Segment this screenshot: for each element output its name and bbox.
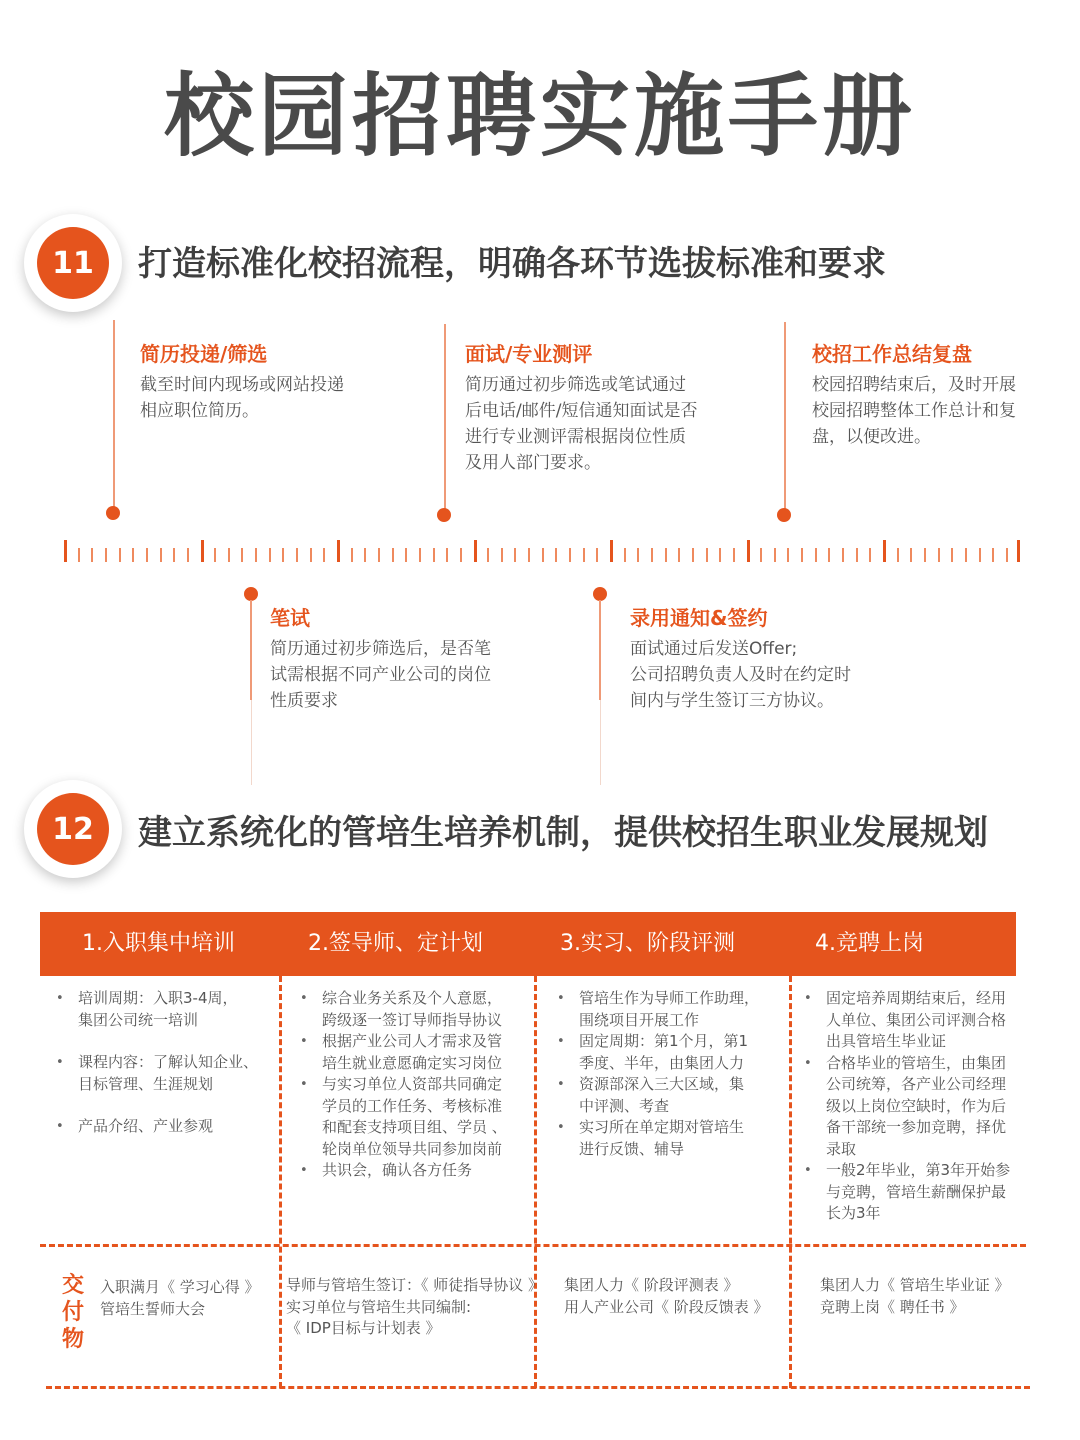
ruler-minor-tick <box>487 548 489 562</box>
ruler-minor-tick <box>951 548 953 562</box>
section-11-number: 11 <box>37 227 109 299</box>
ruler-minor-tick <box>460 548 462 562</box>
ruler-minor-tick <box>583 548 585 562</box>
deliverable-line: 入职满月《 学习心得 》 <box>100 1278 260 1296</box>
item-line: 级以上岗位空缺时，作为后 <box>826 1096 1007 1115</box>
label-char: 交 <box>61 1273 84 1298</box>
deliverable-line: 《 IDP目标与计划表 》 <box>286 1319 441 1337</box>
item-line: 培生就业意愿确定实习岗位 <box>322 1053 503 1072</box>
ruler-minor-tick <box>419 548 421 562</box>
stage-line: 面试通过后发送Offer; <box>630 639 798 659</box>
item-line: 季度、半年，由集团人力 <box>579 1053 745 1072</box>
item-line: 目标管理、生涯规划 <box>78 1074 214 1093</box>
stage-line: 性质要求 <box>270 691 338 711</box>
column-promotion <box>804 988 1034 1225</box>
column-divider <box>789 976 792 1388</box>
stage-review <box>812 340 1052 450</box>
section-12-badge <box>24 780 122 878</box>
ruler-major-tick <box>337 540 340 562</box>
ruler-minor-tick <box>733 548 735 562</box>
stage-title: 校招工作总结复盘 <box>812 342 972 366</box>
deliverable-line: 用人产业公司《 阶段反馈表 》 <box>564 1297 769 1316</box>
ruler-minor-tick <box>897 548 899 562</box>
ruler-minor-tick <box>801 548 803 562</box>
timeline-dot-4 <box>593 587 607 601</box>
ruler-minor-tick <box>160 548 162 562</box>
timeline-dot-5 <box>777 508 791 522</box>
ruler-minor-tick <box>787 548 789 562</box>
stage-line: 公司招聘负责人及时在约定时 <box>630 665 851 685</box>
item-line: • 培训周期：入职3-4周， <box>78 989 238 1007</box>
ruler-minor-tick <box>1006 548 1008 562</box>
ruler-minor-tick <box>706 548 708 562</box>
ruler-minor-tick <box>105 548 107 562</box>
column-internship <box>557 988 785 1160</box>
ruler-minor-tick <box>269 548 271 562</box>
column-header: 1.入职集中培训 <box>82 931 235 956</box>
timeline-connector-5 <box>784 322 786 514</box>
deliverable-line: 竞聘上岗《 聘任书 》 <box>820 1297 965 1316</box>
item-line: 出具管培生毕业证 <box>826 1032 947 1050</box>
stage-line: 相应职位简历。 <box>140 401 259 421</box>
deliverables-col-1 <box>100 1277 275 1320</box>
stage-interview <box>465 340 765 476</box>
list-item <box>804 1053 1034 1161</box>
label-char: 付 <box>61 1300 84 1325</box>
ruler-minor-tick <box>78 548 80 562</box>
row-divider <box>46 1386 1030 1389</box>
item-line: 录取 <box>826 1139 857 1158</box>
item-line: • 共识会，确认各方任务 <box>322 1161 473 1179</box>
page-title: 校园招聘实施手册 <box>164 64 916 169</box>
item-line: • 一般2年毕业，第3年开始参 <box>826 1161 1011 1179</box>
ruler-minor-tick <box>351 548 353 562</box>
ruler-minor-tick <box>624 548 626 562</box>
ruler-minor-tick <box>692 548 694 562</box>
list-item <box>557 1117 785 1160</box>
item-line: 备干部统一参加竞聘，择优 <box>826 1118 1007 1136</box>
item-line: • 与实习单位人资部共同确定 <box>322 1075 503 1093</box>
ruler-minor-tick <box>187 548 189 562</box>
deliverables-col-4 <box>820 1275 1030 1318</box>
deliverables-label <box>58 1272 88 1353</box>
plan-table-header <box>40 912 1016 976</box>
item-line: 长为3年 <box>826 1204 881 1222</box>
ruler-minor-tick <box>842 548 844 562</box>
stage-line: 简历通过初步筛选或笔试通过 <box>465 375 686 395</box>
ruler-minor-tick <box>173 548 175 562</box>
ruler-minor-tick <box>214 548 216 562</box>
list-item <box>300 1160 530 1182</box>
deliverable-line: 导师与管培生签订：《 师徒指导协议 》 <box>286 1276 544 1294</box>
list-item <box>804 988 1034 1053</box>
item-line: 进行反馈、辅导 <box>579 1139 685 1158</box>
stage-title: 简历投递/筛选 <box>140 342 268 366</box>
ruler-minor-tick <box>255 548 257 562</box>
stage-line: 进行专业测评需根据岗位性质 <box>465 427 686 447</box>
stage-line: 校园招聘结束后，及时开展 <box>812 375 1016 395</box>
item-line: 人单位、集团公司评测合格 <box>826 1010 1007 1029</box>
list-item <box>56 1116 271 1138</box>
ruler-minor-tick <box>528 548 530 562</box>
ruler-minor-tick <box>323 548 325 562</box>
column-header: 2.签导师、定计划 <box>308 931 483 956</box>
ruler-minor-tick <box>979 548 981 562</box>
ruler-minor-tick <box>91 548 93 562</box>
timeline-connector-2-tail <box>251 700 252 785</box>
stage-title: 面试/专业测评 <box>465 342 593 366</box>
ruler-minor-tick <box>665 548 667 562</box>
list-item <box>557 1074 785 1117</box>
ruler-minor-tick <box>678 548 680 562</box>
ruler-minor-tick <box>938 548 940 562</box>
list-item <box>557 988 785 1031</box>
ruler-major-tick <box>883 540 886 562</box>
section-11-heading: 打造标准化校招流程，明确各环节选拔标准和要求 <box>138 244 886 284</box>
ruler-minor-tick <box>596 548 598 562</box>
list-item <box>300 1074 530 1160</box>
ruler-minor-tick <box>433 548 435 562</box>
deliverable-line: 管培生誓师大会 <box>100 1299 206 1318</box>
deliverable-line: 集团人力《 阶段评测表 》 <box>564 1276 739 1294</box>
ruler-minor-tick <box>965 548 967 562</box>
ruler-minor-tick <box>501 548 503 562</box>
stage-written-test <box>270 604 560 714</box>
timeline-ruler <box>64 540 1020 570</box>
timeline-dot-3 <box>437 508 451 522</box>
column-training <box>56 988 271 1138</box>
item-line: • 资源部深入三大区域，集 <box>579 1075 745 1093</box>
ruler-minor-tick <box>760 548 762 562</box>
list-item <box>300 988 530 1031</box>
item-line: 公司统筹，各产业公司经理 <box>826 1075 1007 1093</box>
item-line: • 管培生作为导师工作助理， <box>579 989 760 1007</box>
list-item <box>56 1052 271 1095</box>
stage-offer <box>630 604 930 714</box>
item-line: • 实习所在单定期对管培生 <box>579 1118 745 1136</box>
column-divider <box>279 976 282 1388</box>
item-line: • 产品介绍、产业参观 <box>78 1117 214 1135</box>
ruler-minor-tick <box>514 548 516 562</box>
ruler-minor-tick <box>364 548 366 562</box>
ruler-minor-tick <box>146 548 148 562</box>
ruler-minor-tick <box>910 548 912 562</box>
item-line: 学员的工作任务、考核标准 <box>322 1096 503 1115</box>
list-item <box>557 1031 785 1074</box>
ruler-minor-tick <box>542 548 544 562</box>
column-mentor <box>300 988 530 1182</box>
section-12-heading: 建立系统化的管培生培养机制，提供校招生职业发展规划 <box>138 813 988 853</box>
ruler-minor-tick <box>569 548 571 562</box>
ruler-minor-tick <box>651 548 653 562</box>
stage-resume <box>140 340 430 424</box>
item-line: 围绕项目开展工作 <box>579 1010 700 1029</box>
ruler-minor-tick <box>555 548 557 562</box>
item-line: 和配套支持项目组、学员 、 <box>322 1118 507 1136</box>
stage-line: 盘，以便改进。 <box>812 427 931 447</box>
ruler-minor-tick <box>228 548 230 562</box>
column-header: 4.竞聘上岗 <box>815 931 924 956</box>
list-item <box>300 1031 530 1074</box>
section-12-number: 12 <box>37 793 109 865</box>
item-line: 集团公司统一培训 <box>78 1010 199 1029</box>
ruler-minor-tick <box>992 548 994 562</box>
section-11-badge <box>24 214 122 312</box>
ruler-minor-tick <box>405 548 407 562</box>
row-divider <box>40 1244 1026 1247</box>
item-line: • 固定培养周期结束后，经用 <box>826 989 1007 1007</box>
stage-line: 校园招聘整体工作总计和复 <box>812 401 1016 421</box>
ruler-minor-tick <box>446 548 448 562</box>
deliverable-line: 集团人力《 管培生毕业证 》 <box>820 1276 1010 1294</box>
timeline-connector-1 <box>113 320 115 512</box>
ruler-minor-tick <box>392 548 394 562</box>
ruler-minor-tick <box>119 548 121 562</box>
item-line: 与竞聘，管培生薪酬保护最 <box>826 1182 1007 1201</box>
timeline-connector-4-tail <box>600 700 601 785</box>
ruler-minor-tick <box>856 548 858 562</box>
stage-title: 笔试 <box>270 606 310 630</box>
stage-line: 截至时间内现场或网站投递 <box>140 375 344 395</box>
ruler-minor-tick <box>637 548 639 562</box>
ruler-major-tick <box>474 540 477 562</box>
ruler-minor-tick <box>815 548 817 562</box>
ruler-major-tick <box>201 540 204 562</box>
item-line: • 固定周期：第1个月，第1 <box>579 1032 749 1050</box>
stage-line: 及用人部门要求。 <box>465 453 601 473</box>
timeline-connector-3 <box>444 324 446 514</box>
ruler-major-tick <box>610 540 613 562</box>
ruler-minor-tick <box>241 548 243 562</box>
ruler-minor-tick <box>924 548 926 562</box>
ruler-minor-tick <box>378 548 380 562</box>
list-item <box>804 1160 1034 1225</box>
ruler-major-tick <box>747 540 750 562</box>
item-line: 跨级逐一签订导师指导协议 <box>322 1010 503 1029</box>
timeline-dot-2 <box>244 587 258 601</box>
list-item <box>56 988 271 1031</box>
ruler-minor-tick <box>282 548 284 562</box>
ruler-minor-tick <box>719 548 721 562</box>
item-line: • 课程内容：了解认知企业、 <box>78 1053 259 1071</box>
column-header: 3.实习、阶段评测 <box>560 931 735 956</box>
ruler-major-tick <box>64 540 67 562</box>
timeline-connector-4 <box>599 600 601 700</box>
stage-line: 后电话/邮件/短信通知面试是否 <box>465 401 698 421</box>
ruler-minor-tick <box>132 548 134 562</box>
timeline-connector-2 <box>250 600 252 700</box>
stage-line: 简历通过初步筛选后，是否笔 <box>270 639 491 659</box>
item-line: • 根据产业公司人才需求及管 <box>322 1032 503 1050</box>
ruler-minor-tick <box>310 548 312 562</box>
ruler-minor-tick <box>296 548 298 562</box>
deliverables-col-2 <box>286 1275 544 1340</box>
stage-line: 试需根据不同产业公司的岗位 <box>270 665 491 685</box>
item-line: • 综合业务关系及个人意愿， <box>322 989 503 1007</box>
ruler-major-tick <box>1017 540 1020 562</box>
deliverables-col-3 <box>564 1275 786 1318</box>
item-line: • 合格毕业的管培生，由集团 <box>826 1053 1007 1072</box>
ruler-minor-tick <box>774 548 776 562</box>
timeline-dot-1 <box>106 506 120 520</box>
item-line: 轮岗单位领导共同参加岗前 <box>322 1139 503 1158</box>
ruler-minor-tick <box>828 548 830 562</box>
label-char: 物 <box>61 1327 84 1352</box>
stage-title: 录用通知&签约 <box>630 606 768 630</box>
ruler-minor-tick <box>869 548 871 562</box>
stage-line: 间内与学生签订三方协议。 <box>630 691 834 711</box>
deliverable-line: 实习单位与管培生共同编制: <box>286 1297 472 1316</box>
item-line: 中评测、考查 <box>579 1096 670 1115</box>
